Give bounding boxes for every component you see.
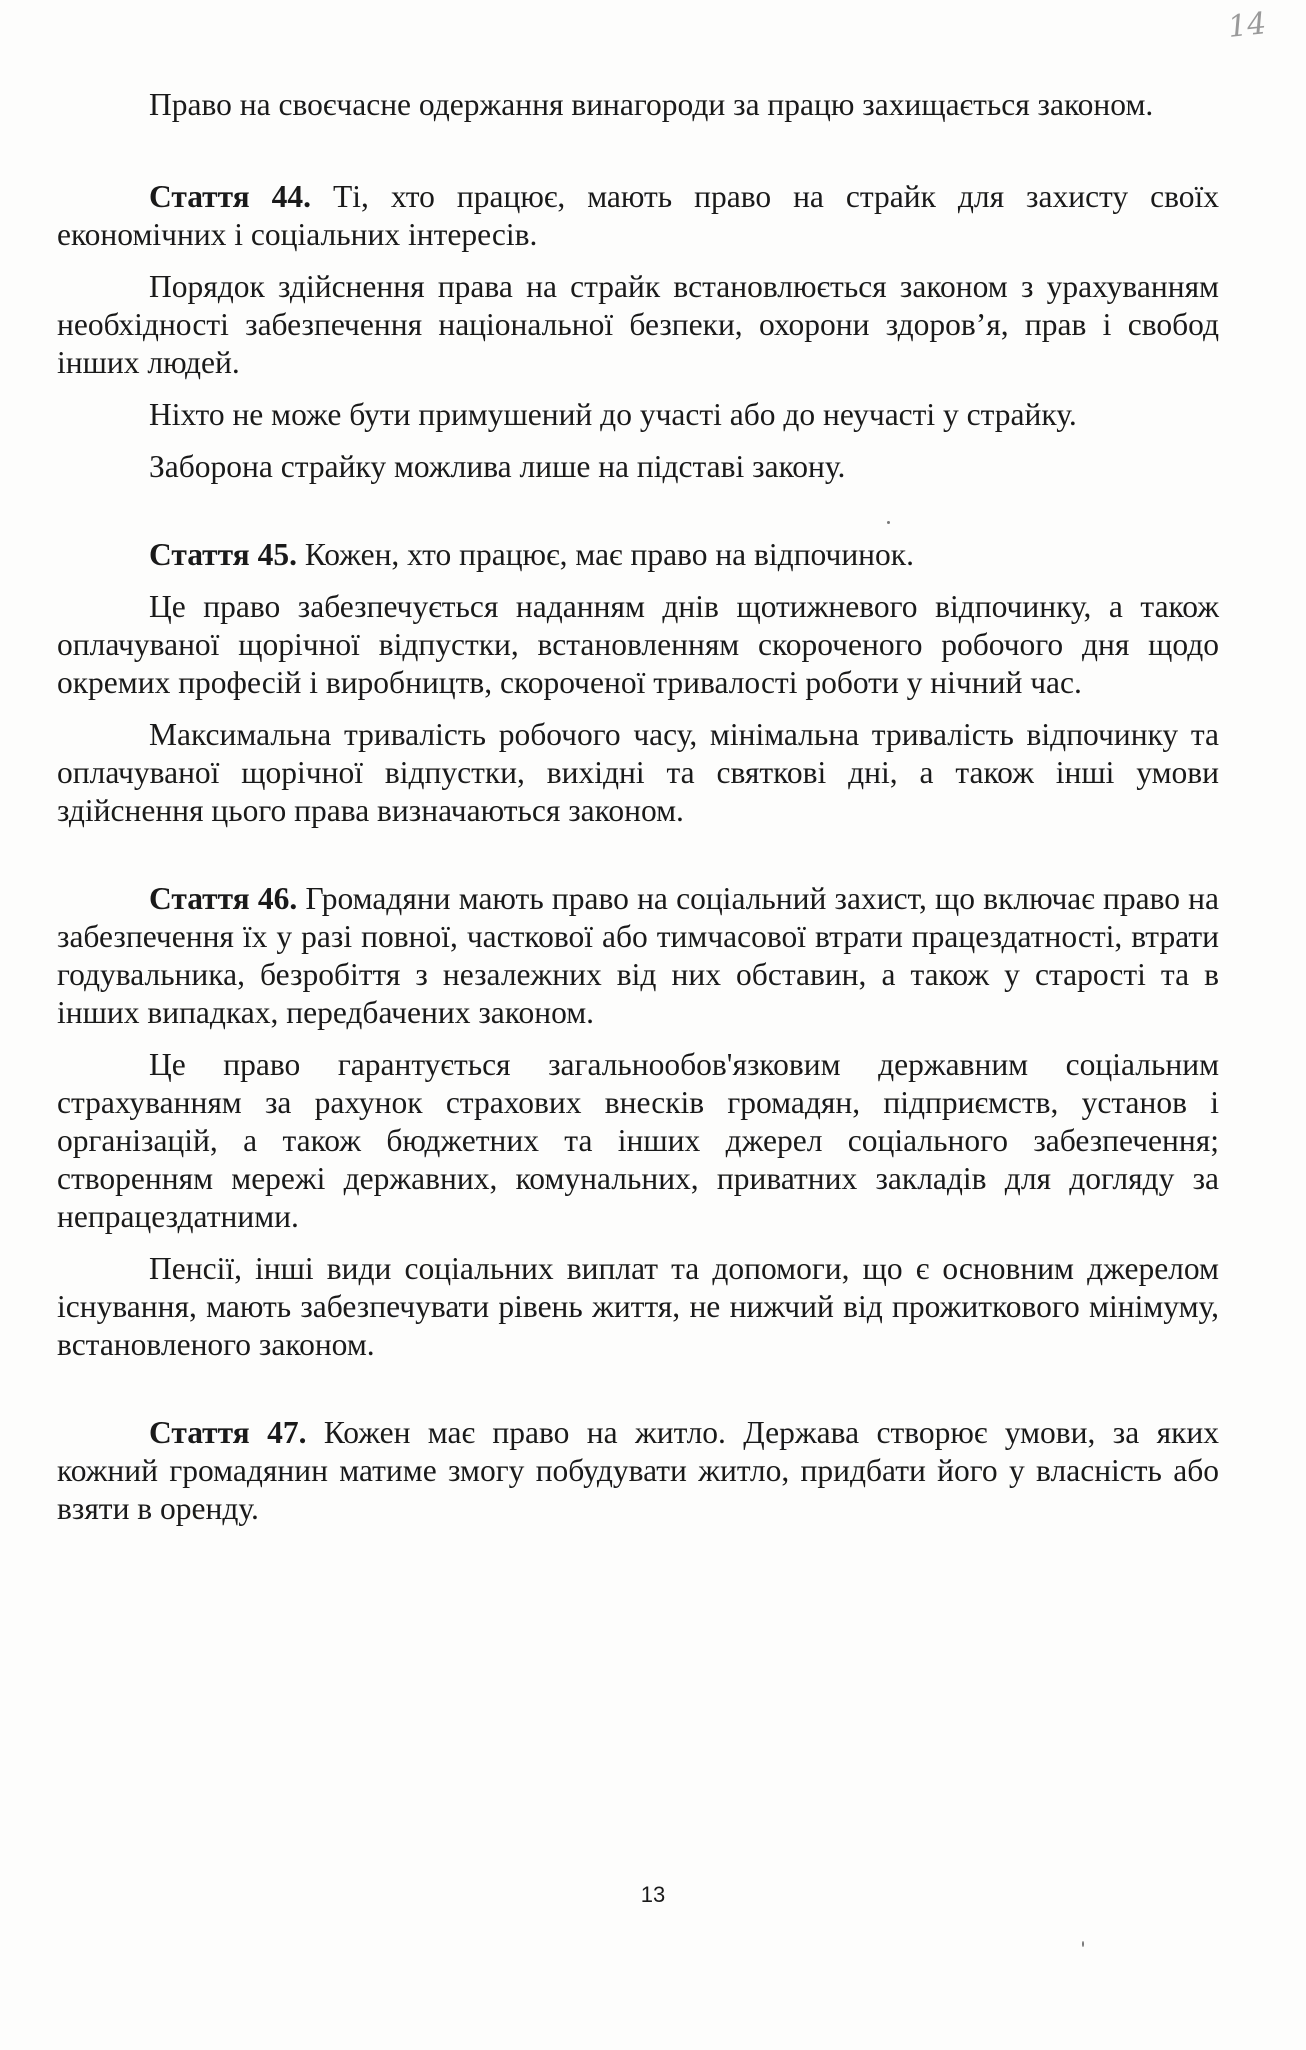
page-number: 13	[640, 1882, 666, 1907]
paragraph: Це право забезпечується наданням днів щотижневого відпочинку, а також оплачуваної щорічної відпустки, встановленням скороченого робочого дня щодо окремих професій і виробництв, скороченої тривалості роботи у нічний час.	[57, 589, 1219, 700]
article-44-intro	[57, 178, 1219, 254]
article-47-intro	[57, 1414, 1219, 1528]
paragraph: Ніхто не може бути примушений до участі або до неучасті у страйку.	[149, 397, 1077, 432]
article-46-text: Громадяни мають право на соціальний захист, що включає право на забезпечення їх у разі повної, часткової або тимчасової втрати працездатності, втрати годувальника, безробіття з незалежних від них обставин, а також у старості та в інших випадках, передбачених законом.	[57, 881, 1220, 1030]
article-47-heading: Стаття 47.	[149, 1415, 307, 1450]
article-44-text: Ті, хто працює, мають право на страйк для захисту своїх економічних і соціальних інтересів.	[57, 179, 1220, 252]
paragraph: Це право гарантується загальнообов'язковим державним соціальним страхуванням за рахунок страхових внесків громадян, підприємств, установ і організацій, а також бюджетних та інших джерел соціального забезпечення; створенням мережі державних, комунальних, приватних закладів для догляду за непрацездатними.	[57, 1047, 1219, 1234]
article-44-heading: Стаття 44.	[149, 179, 312, 214]
paragraph: Максимальна тривалість робочого часу, мінімальна тривалість відпочинку та оплачуваної щорічної відпустки, вихідні та святкові дні, а також інші умови здійснення цього права визначаються законом.	[57, 717, 1219, 828]
document-body	[57, 86, 1219, 1528]
handwritten-page-note: 14	[1226, 6, 1268, 45]
article-46-heading: Стаття 46.	[149, 881, 298, 916]
scan-speck	[887, 521, 890, 524]
article-45-text: Кожен, хто працює, має право на відпочинок.	[304, 537, 914, 572]
paragraph: Порядок здійснення права на страйк встановлюється законом з урахуванням необхідності забезпечення національної безпеки, охорони здоров’я, прав і свобод інших людей.	[57, 269, 1219, 380]
paragraph: Право на своєчасне одержання винагороди за працю захищається законом.	[149, 87, 1154, 122]
article-46-intro	[57, 880, 1219, 1032]
article-47-text: Кожен має право на житло. Держава створює умови, за яких кожний громадянин матиме змогу побудувати житло, придбати його у власність або взяти в оренду.	[57, 1415, 1219, 1526]
paragraph: Пенсії, інші види соціальних виплат та допомоги, що є основним джерелом існування, мають забезпечувати рівень життя, не нижчий від прожиткового мінімуму, встановленого законом.	[57, 1251, 1219, 1362]
paragraph: Заборона страйку можлива лише на підставі закону.	[149, 449, 846, 484]
article-45-intro	[57, 536, 1219, 574]
article-45-heading: Стаття 45.	[149, 537, 297, 572]
scan-speck	[1082, 1941, 1084, 1947]
